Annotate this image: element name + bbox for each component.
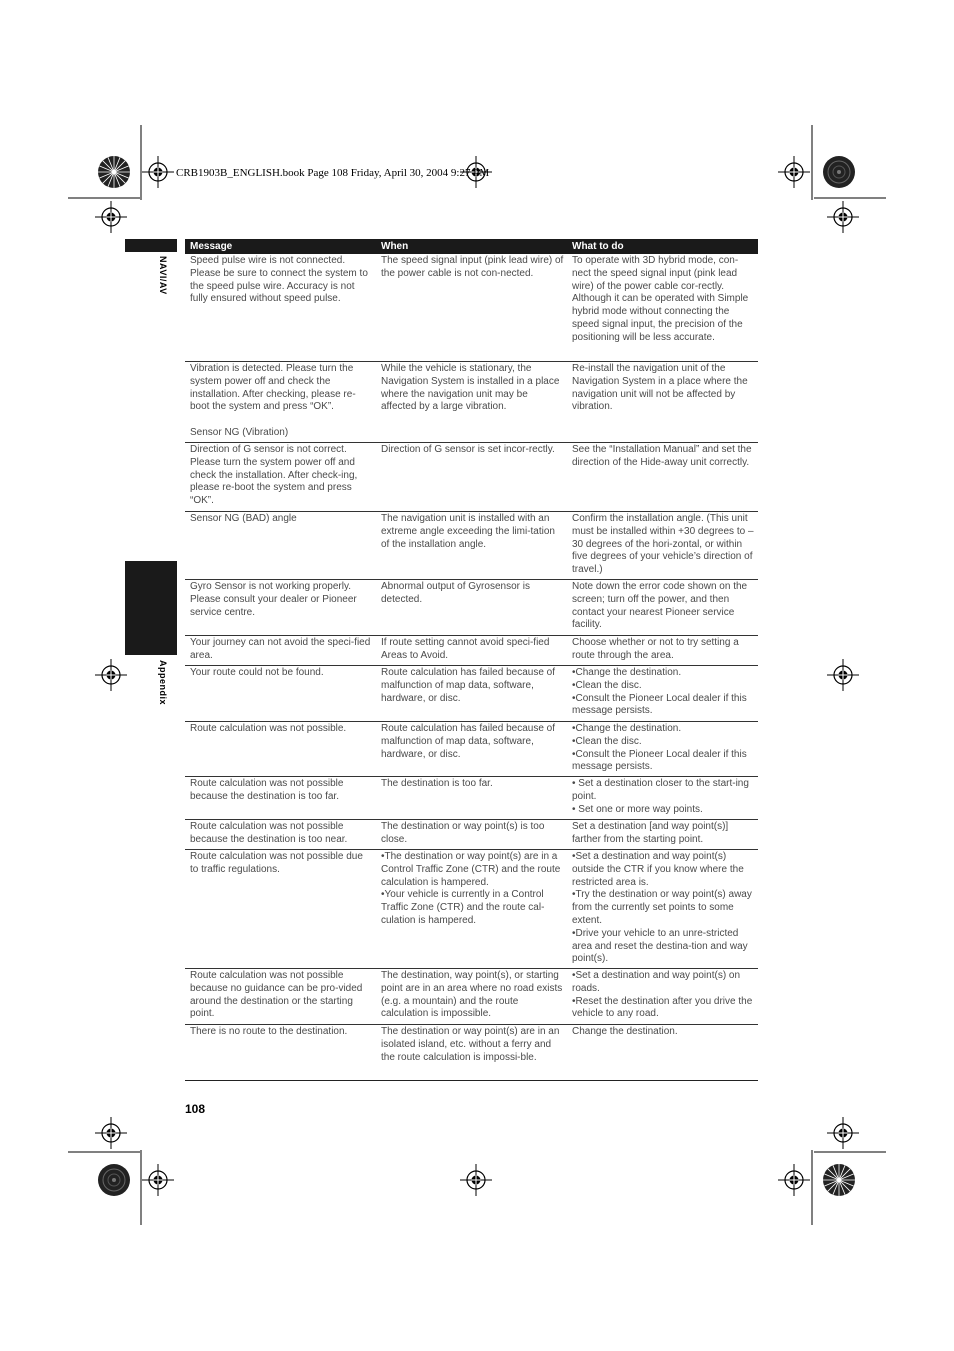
- side-tab-bar-top: [125, 239, 177, 252]
- table-row: [185, 580, 758, 636]
- cell-what-to-do: Set a destination [and way point(s)] farther from the starting point.: [572, 821, 729, 845]
- cell-when: •The destination or way point(s) are in a Control Traffic Zone (CTR) and the route calculation is hampered. •Your vehicle is currently in a Control Traffic Zone (CTR) and the route cal-culation is hampered.: [381, 851, 561, 926]
- cell-when: Direction of G sensor is set incor-rectly.: [381, 444, 555, 455]
- cell-when: The destination is too far.: [381, 778, 493, 789]
- cell-message: Gyro Sensor is not working properly. Please consult your dealer or Pioneer service centre.: [190, 581, 357, 618]
- table-row: [185, 1025, 758, 1081]
- cell-what-to-do: •Change the destination. •Clean the disc. •Consult the Pioneer Local dealer if this message persists.: [572, 723, 747, 773]
- header-when: When: [381, 241, 409, 252]
- cell-message: Sensor NG (BAD) angle: [190, 513, 297, 524]
- table-row: [185, 636, 758, 666]
- cell-what-to-do: • Set a destination closer to the start-ing point. • Set one or more way points.: [572, 778, 749, 815]
- cell-what-to-do: See the “Installation Manual” and set the direction of the Hide-away unit correctly.: [572, 444, 752, 468]
- cell-when: Route calculation has failed because of malfunction of map data, software, hardware, or disc.: [381, 667, 556, 704]
- cell-when: The destination, way point(s), or starting point are in an area where no road exists (e.g. a mountain) and the route calculation is impossible.: [381, 970, 563, 1020]
- cell-when: Route calculation has failed because of malfunction of map data, software, hardware, or disc.: [381, 723, 556, 760]
- cell-what-to-do: To operate with 3D hybrid mode, con-nect the speed signal input (pink lead wire) of the power cable cor-rectly. Although it can be operated with Simple hybrid mode without connecting the speed signal input, the precision of the positioning will be less accurate.: [572, 255, 749, 343]
- cell-message: Route calculation was not possible because no guidance can be pro-vided around the destination or the starting point.: [190, 970, 363, 1020]
- cell-when: If route setting cannot avoid speci-fied Areas to Avoid.: [381, 637, 550, 661]
- table-row: [185, 254, 758, 362]
- cell-message: Direction of G sensor is not correct. Please turn the system power off and check the installation. After check-ing, please re-boot the system and press “OK”.: [190, 444, 358, 507]
- cell-message: There is no route to the destination.: [190, 1026, 348, 1037]
- cell-what-to-do: Change the destination.: [572, 1026, 678, 1037]
- table-row: [185, 512, 758, 580]
- table-row: [185, 443, 758, 512]
- cell-message: Your journey can not avoid the speci-fied area.: [190, 637, 371, 661]
- cell-message: Route calculation was not possible because the destination is too near.: [190, 821, 348, 845]
- table-row: [185, 362, 758, 443]
- cell-message: Route calculation was not possible because the destination is too far.: [190, 778, 344, 802]
- cell-message: Route calculation was not possible.: [190, 723, 347, 734]
- table-row: [185, 722, 758, 777]
- table-row: [185, 850, 758, 969]
- table-row: [185, 666, 758, 722]
- cell-what-to-do: •Set a destination and way point(s) outside the CTR if you know where the restricted area is. •Try the destination or way point(s) away from the currently set points to some extent. •Drive your vehicle to an unre-stricted area and reset the destina-tion and way point(s).: [572, 851, 752, 965]
- cell-when: The destination or way point(s) are in an isolated island, etc. without a ferry and the route calculation is impossi-ble.: [381, 1026, 560, 1063]
- cell-what-to-do: Note down the error code shown on the screen; turn off the power, and then contact your nearest Pioneer service facility.: [572, 581, 748, 631]
- cell-message: Route calculation was not possible due to traffic regulations.: [190, 851, 363, 875]
- cell-when: While the vehicle is stationary, the Navigation System is installed in a place where the navigation unit may be affected by a large vibration.: [381, 363, 560, 413]
- cell-message: Your route could not be found.: [190, 667, 324, 678]
- cell-when: Abnormal output of Gyrosensor is detected.: [381, 581, 530, 605]
- cell-message: Speed pulse wire is not connected. Please be sure to connect the system to the speed pulse wire. Accuracy is not fully ensured without speed pulse.: [190, 255, 368, 305]
- header-message: Message: [190, 241, 233, 252]
- table-header: [185, 239, 758, 254]
- cell-when: The navigation unit is installed with an extreme angle exceeding the limi-tation of the installation angle.: [381, 513, 555, 550]
- message-table: [185, 239, 758, 1081]
- cell-what-to-do: •Set a destination and way point(s) on roads. •Reset the destination after you drive the vehicle to any road.: [572, 970, 753, 1020]
- cell-when: The speed signal input (pink lead wire) of the power cable is not con-nected.: [381, 255, 564, 279]
- table-row: [185, 777, 758, 820]
- cell-message: Vibration is detected. Please turn the system power off and check the installation. After checking, please re-boot the system and press “OK”. Sensor NG (Vibration): [190, 363, 356, 438]
- side-tab-bar-appendix: [125, 561, 177, 655]
- book-file-line: CRB1903B_ENGLISH.book Page 108 Friday, April 30, 2004 9:27 PM: [176, 167, 490, 179]
- page-number: 108: [185, 1102, 206, 1116]
- side-tab-appendix: Appendix: [158, 660, 168, 706]
- table-row: [185, 820, 758, 850]
- cell-what-to-do: Re-install the navigation unit of the Navigation System in a place where the navigation unit will not be affected by vibration.: [572, 363, 748, 413]
- header-what-to-do: What to do: [572, 241, 624, 252]
- table-row: [185, 969, 758, 1025]
- cell-what-to-do: •Change the destination. •Clean the disc. •Consult the Pioneer Local dealer if this message persists.: [572, 667, 747, 717]
- cell-what-to-do: Confirm the installation angle. (This unit must be installed within +30 degrees to –30 degrees of the hori-zontal, or within five degrees of your vehicle’s direction of travel.): [572, 513, 754, 576]
- cell-when: The destination or way point(s) is too close.: [381, 821, 545, 845]
- side-tab-navi-av: NAVI/AV: [158, 256, 168, 295]
- cell-what-to-do: Choose whether or not to try setting a route through the area.: [572, 637, 739, 661]
